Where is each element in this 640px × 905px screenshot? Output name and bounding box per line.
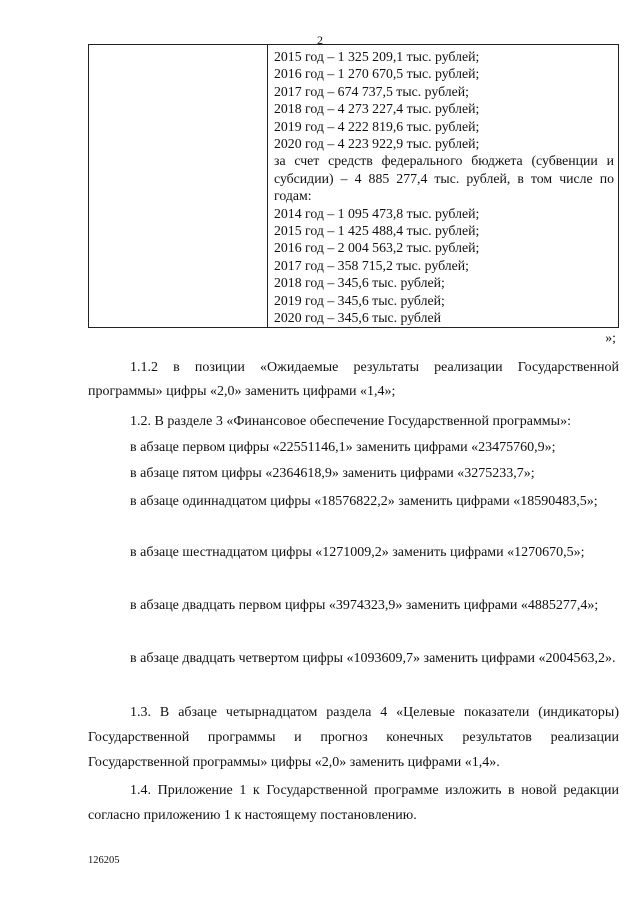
table-line: 2017 год – 358 715,2 тыс. рублей; [274, 257, 469, 273]
table-line: 2016 год – 1 270 670,5 тыс. рублей; [274, 66, 480, 82]
table-line: 2018 год – 345,6 тыс. рублей; [274, 275, 445, 291]
document-code: 126205 [88, 855, 120, 866]
paragraph-1-2-item: в абзаце первом цифры «22551146,1» заменить цифрами «23475760,9»; [130, 440, 556, 455]
paragraph-1-2-item: в абзаце двадцать четвертом цифры «1093609,7» заменить цифрами «2004563,2». [130, 651, 616, 666]
table-line: 2017 год – 674 737,5 тыс. рублей; [274, 83, 469, 99]
table-line: 2015 год – 1 425 488,4 тыс. рублей; [274, 223, 480, 239]
paragraph-1-2-item: в абзаце пятом цифры «2364618,9» заменить цифрами «3275233,7»; [130, 466, 535, 481]
paragraph-1-2-item: в абзаце одиннадцатом цифры «18576822,2» заменить цифрами «18590483,5»; [130, 494, 598, 509]
page-number: 2 [317, 33, 323, 47]
table-line: 2016 год – 2 004 563,2 тыс. рублей; [274, 240, 480, 256]
paragraph-1-4: 1.4. Приложение 1 к Государственной программе изложить в новой редакции согласно приложению 1 к настоящему постановлению. [88, 783, 619, 823]
paragraph-1-2: 1.2. В разделе 3 «Финансовое обеспечение Государственной программы»: [130, 414, 571, 429]
closing-quote: »; [605, 330, 616, 345]
table-right-cell [274, 48, 614, 327]
table-column-divider [267, 45, 268, 327]
federal-budget-text: за счет средств федерального бюджета (субвенции и субсидии) – 4 885 277,4 тыс. рублей, в том числе по годам: [274, 153, 614, 204]
table-line: 2014 год – 1 095 473,8 тыс. рублей; [274, 205, 480, 221]
table-line: 2019 год – 4 222 819,6 тыс. рублей; [274, 118, 480, 134]
paragraph-1-1-2: 1.1.2 в позиции «Ожидаемые результаты реализации Государственной программы» цифры «2,0» заменить цифрами «1,4»; [88, 360, 619, 399]
table-line: 2020 год – 345,6 тыс. рублей [274, 310, 441, 326]
paragraph-1-2-item: в абзаце двадцать первом цифры «3974323,9» заменить цифрами «4885277,4»; [130, 598, 599, 613]
table-line: 2019 год – 345,6 тыс. рублей; [274, 292, 445, 308]
table-line: 2020 год – 4 223 922,9 тыс. рублей; [274, 136, 480, 152]
table-line: 2015 год – 1 325 209,1 тыс. рублей; [274, 49, 480, 64]
budget-table [88, 44, 619, 328]
table-line: 2018 год – 4 273 227,4 тыс. рублей; [274, 101, 480, 117]
paragraph-1-2-item: в абзаце шестнадцатом цифры «1271009,2» заменить цифрами «1270670,5»; [130, 545, 585, 560]
paragraph-1-3: 1.3. В абзаце четырнадцатом раздела 4 «Целевые показатели (индикаторы) Государственной программы и прогноз конечных результатов реализации Государственной программы» цифры «2,0» заменить цифрами «1,4». [88, 705, 619, 770]
